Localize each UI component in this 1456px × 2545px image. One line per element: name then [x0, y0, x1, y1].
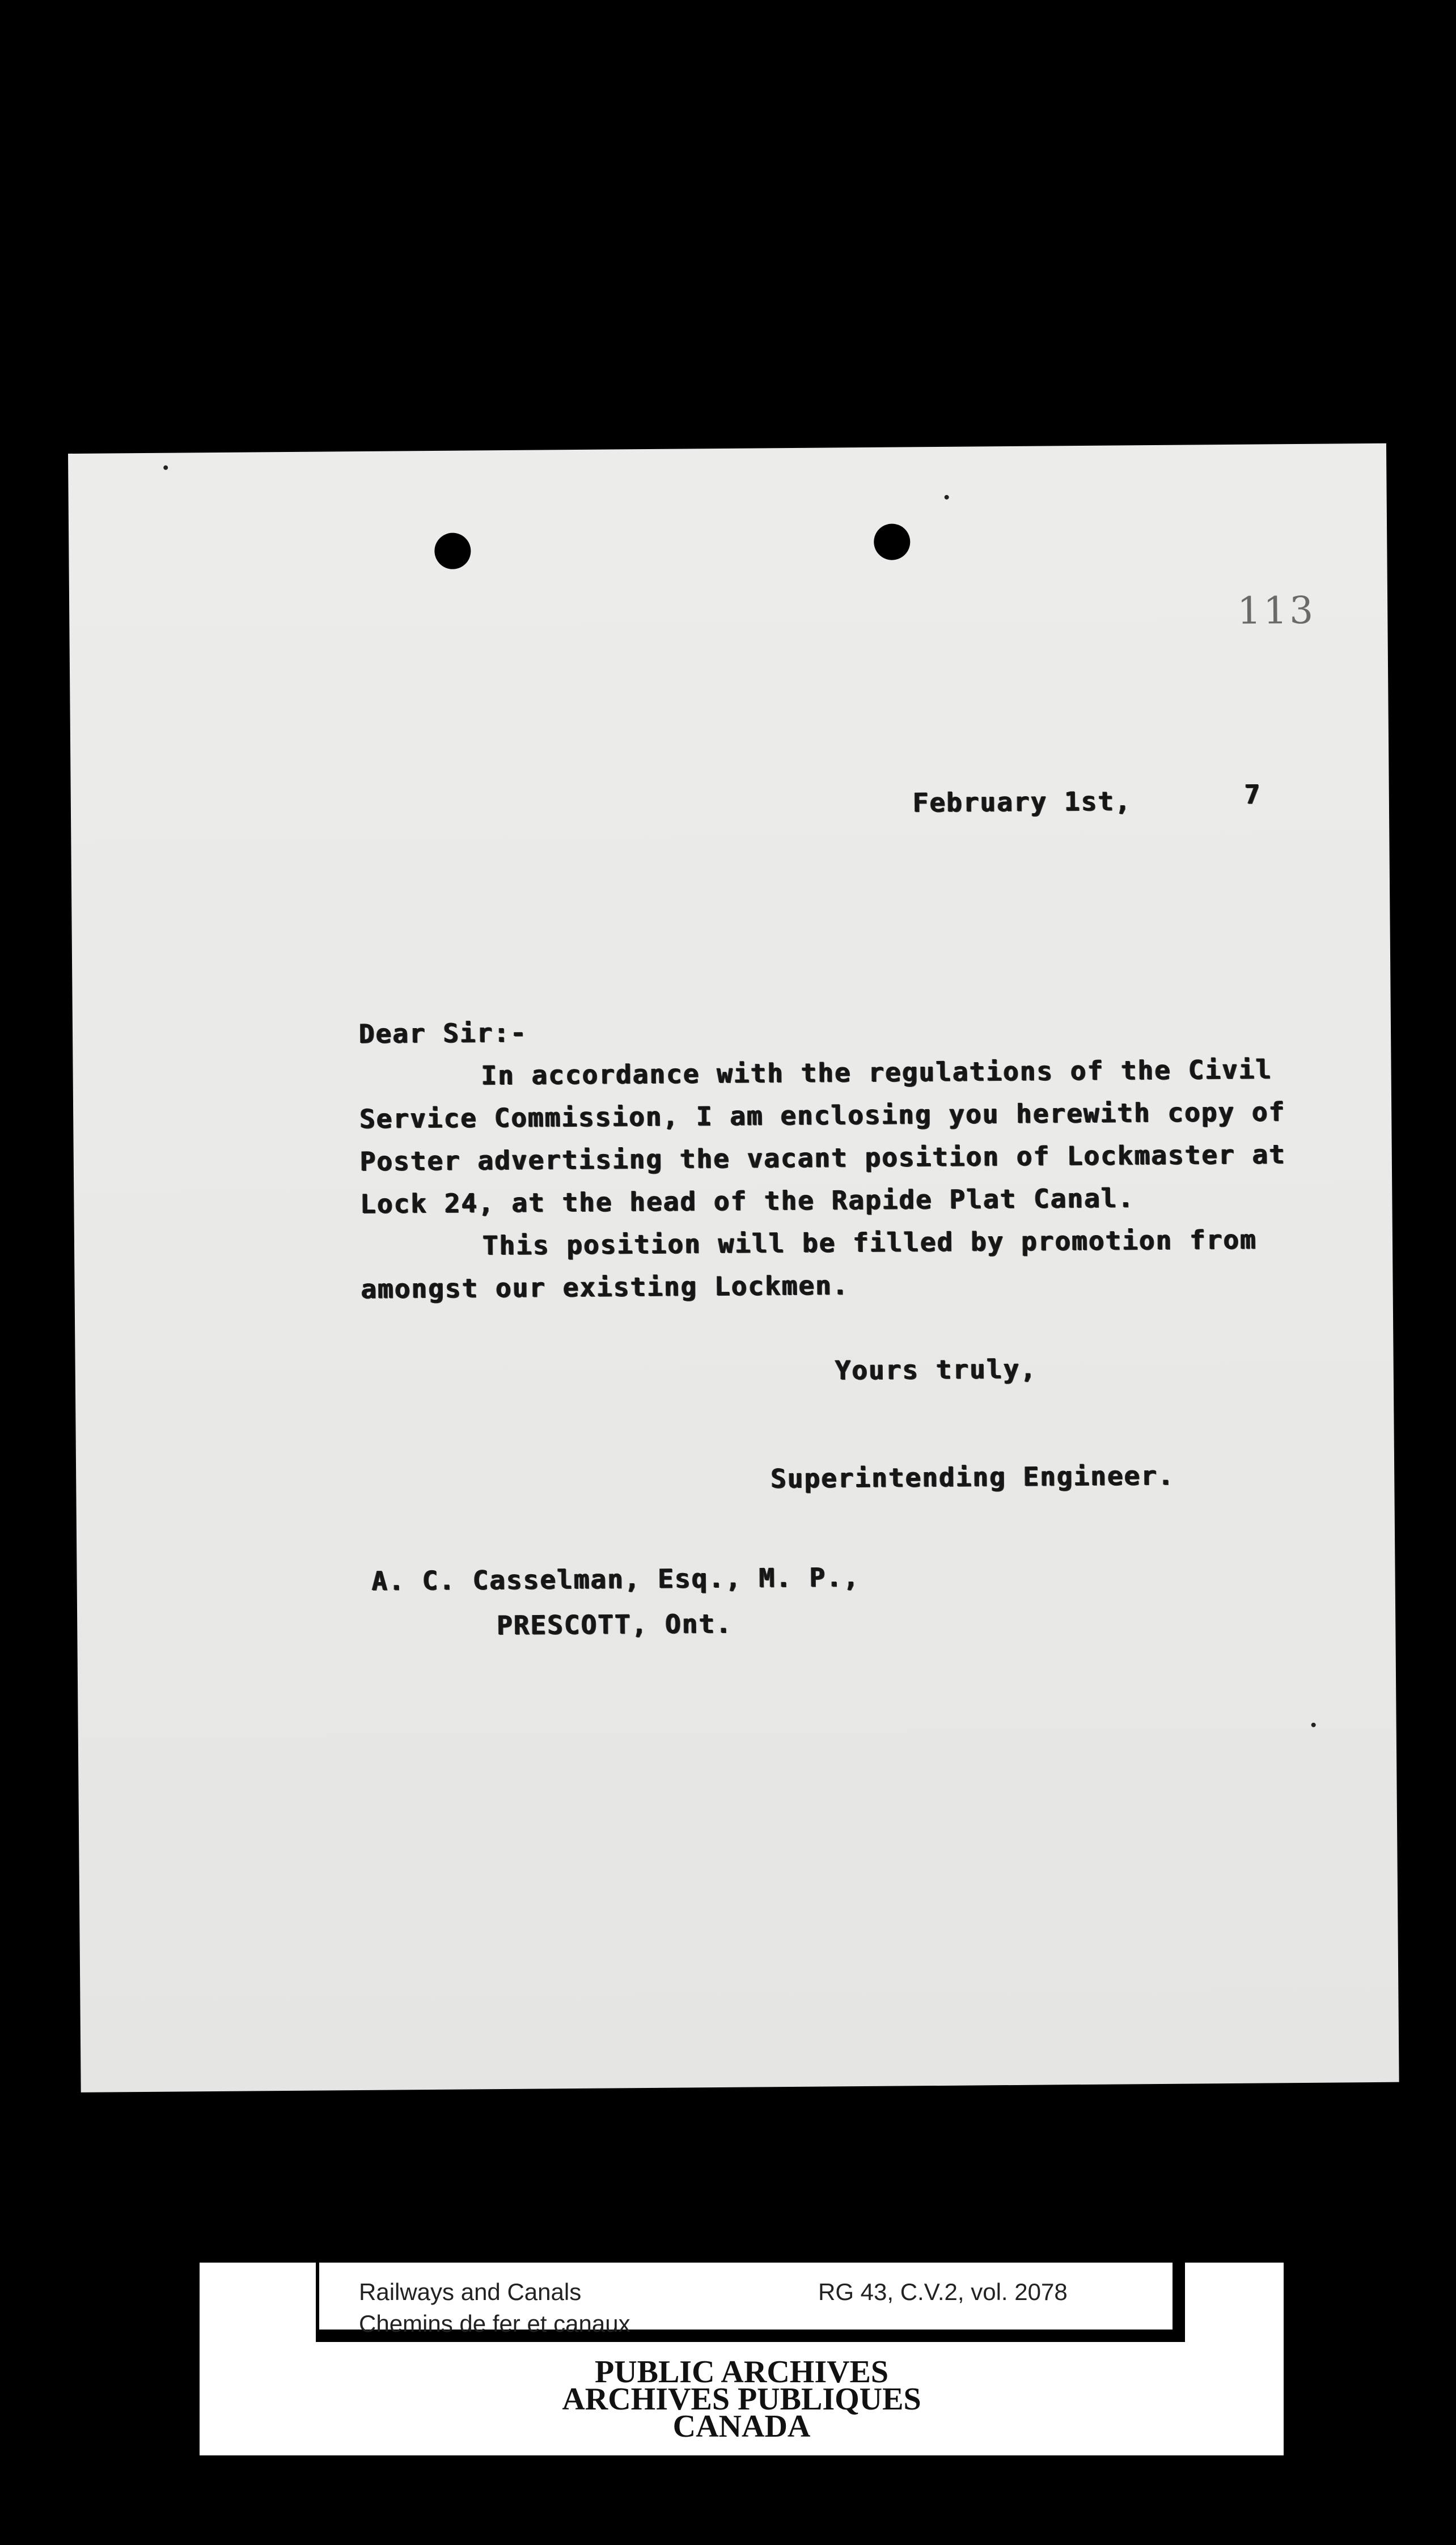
folio-number: 113 [1237, 588, 1316, 633]
country: CANADA [672, 2409, 811, 2444]
signature-title: Superintending Engineer. [771, 1460, 1175, 1494]
paper-speck [163, 466, 168, 470]
salutation: Dear Sir:- [358, 1017, 528, 1050]
body-line: Lock 24, at the head of the Rapide Plat Canal. [360, 1182, 1135, 1219]
body-line: This position will be filled by promotion from [482, 1224, 1258, 1261]
body-line: Service Commission, I am enclosing you herewith copy of [359, 1096, 1286, 1134]
closing: Yours truly, [835, 1353, 1038, 1386]
series-name-en: Railways and Canals [359, 2278, 582, 2305]
archive-reference-box [316, 2263, 1185, 2342]
archive-reference: RG 43, C.V.2, vol. 2078 [818, 2278, 1068, 2305]
punch-hole-right [874, 523, 911, 560]
letter-page [68, 443, 1399, 2092]
paper-speck [1311, 1723, 1316, 1727]
body-line: In accordance with the regulations of the Civil [481, 1054, 1273, 1091]
paper-speck [945, 495, 949, 500]
recipient-location: PRESCOTT, Ont. [497, 1608, 733, 1641]
body-line: amongst our existing Lockmen. [361, 1270, 849, 1304]
series-name-fr: Chemins de fer et canaux [359, 2310, 630, 2337]
institution-fr: ARCHIVES PUBLIQUES [562, 2382, 921, 2417]
recipient-name: A. C. Casselman, Esq., M. P., [371, 1562, 860, 1596]
institution-en: PUBLIC ARCHIVES [594, 2354, 889, 2390]
date-mark: 7 [1244, 779, 1262, 810]
punch-hole-left [434, 532, 471, 569]
letter-date: February 1st, [912, 785, 1132, 818]
series-names [359, 2276, 630, 2340]
body-line: Poster advertising the vacant position of Lockmaster at [359, 1139, 1286, 1177]
archive-label [200, 2263, 1284, 2455]
